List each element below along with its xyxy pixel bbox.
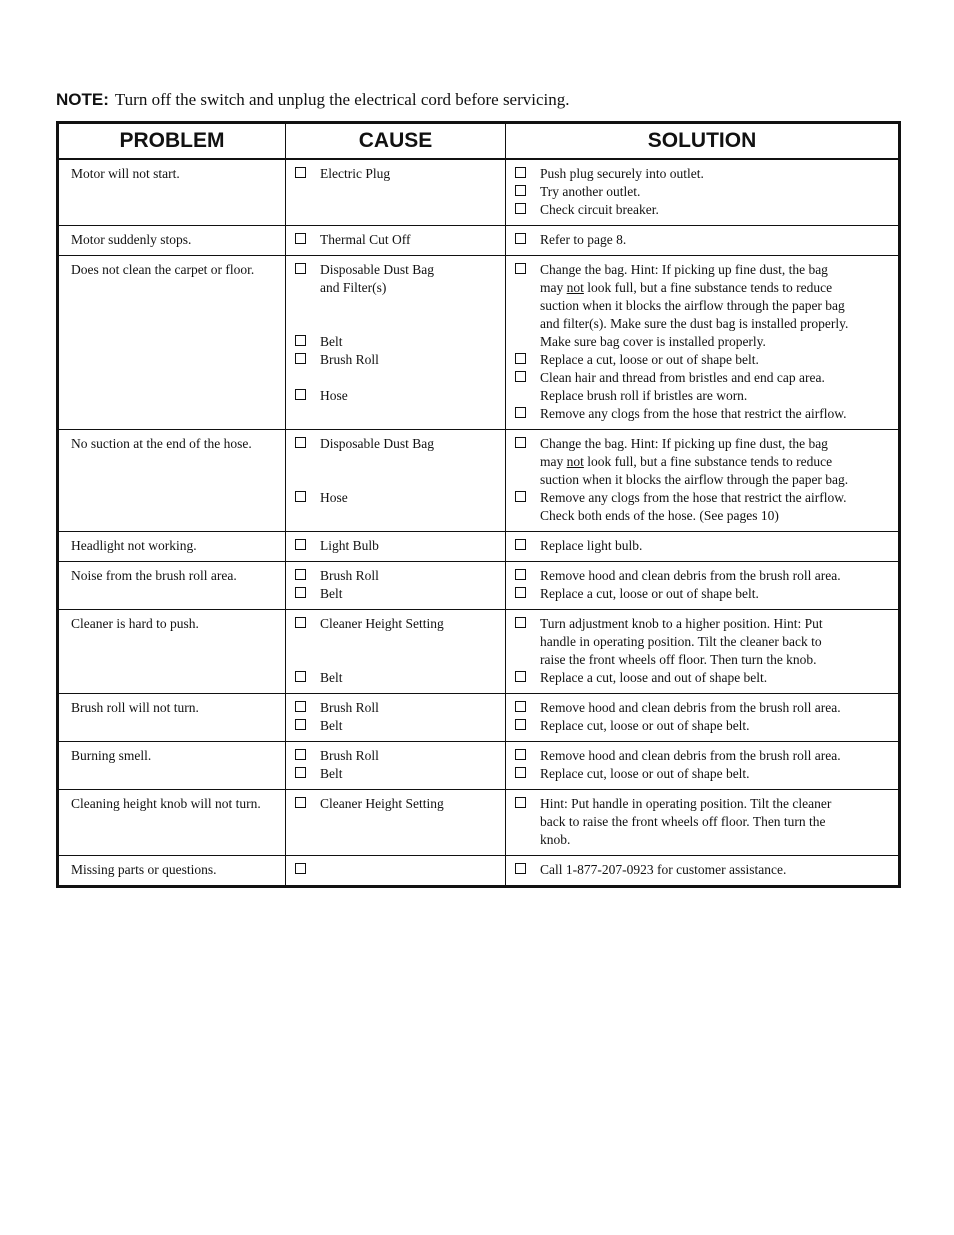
table-header-row [58,123,900,160]
table-row [58,562,900,610]
problem-cell: Cleaner is hard to push. [58,610,286,694]
solution-cell [506,742,900,790]
solution-text: Try another outlet. [540,184,641,199]
problem-cell: No suction at the end of the hose. [58,430,286,532]
solution-cell [506,430,900,532]
problem-cell: Motor suddenly stops. [58,226,286,256]
solution-text: Check circuit breaker. [540,202,659,217]
table-row [58,856,900,887]
solution-text: Replace a cut, loose and out of shape belt. [540,670,768,685]
solution-cell [506,610,900,694]
cause-text: Hose [320,388,348,403]
solution-text: Turn adjustment knob to a higher position. Hint: Put [540,616,823,631]
checkbox[interactable] [295,353,306,364]
cause-text: Brush Roll [320,748,379,763]
cause-text: Cleaner Height Setting [320,616,444,631]
checkbox[interactable] [515,167,526,178]
checkbox[interactable] [515,797,526,808]
checkbox[interactable] [295,863,306,874]
solution-text: back to raise the front wheels off floor. Then turn the [540,814,826,829]
cause-text: Electric Plug [320,166,391,181]
cause-text: Thermal Cut Off [320,232,411,247]
troubleshooting-table [56,121,901,888]
solution-text: Change the bag. Hint: If picking up fine dust, the bag [540,436,828,451]
cause-text: Belt [320,586,343,601]
solution-text: Call 1-877-207-0923 for customer assistance. [540,862,787,877]
checkbox[interactable] [295,167,306,178]
service-note [56,88,896,112]
solution-text: raise the front wheels off floor. Then turn the knob. [540,652,817,667]
checkbox[interactable] [515,371,526,382]
solution-cell [506,790,900,856]
checkbox[interactable] [295,389,306,400]
cause-text: Belt [320,670,343,685]
problem-cell: Cleaning height knob will not turn. [58,790,286,856]
solution-text: Remove hood and clean debris from the brush roll area. [540,748,841,763]
solution-cell [506,532,900,562]
checkbox[interactable] [295,587,306,598]
cause-cell [286,256,506,430]
checkbox[interactable] [295,767,306,778]
checkbox[interactable] [515,587,526,598]
cause-text: Belt [320,766,343,781]
cause-text: Disposable Dust Bag [320,262,434,277]
solution-text: Remove hood and clean debris from the brush roll area. [540,700,841,715]
solution-text: Change the bag. Hint: If picking up fine dust, the bag [540,262,828,277]
checkbox[interactable] [295,617,306,628]
checkbox[interactable] [295,263,306,274]
table-row [58,430,900,532]
checkbox[interactable] [515,407,526,418]
note-label: NOTE: [56,90,109,109]
table-row [58,790,900,856]
cause-cell [286,790,506,856]
solution-text: may not look full, but a fine substance tends to reduce [540,454,833,469]
cause-cell [286,694,506,742]
solution-cell [506,694,900,742]
checkbox[interactable] [295,491,306,502]
cause-cell [286,856,506,887]
solution-text: Replace brush roll if bristles are worn. [540,388,748,403]
solution-text: Push plug securely into outlet. [540,166,704,181]
cause-cell [286,159,506,226]
checkbox[interactable] [515,353,526,364]
table-row [58,610,900,694]
cause-text: Belt [320,718,343,733]
checkbox[interactable] [295,701,306,712]
problem-cell: Missing parts or questions. [58,856,286,887]
table-row [58,159,900,226]
checkbox[interactable] [515,671,526,682]
checkbox[interactable] [515,719,526,730]
checkbox[interactable] [515,233,526,244]
solution-cell [506,562,900,610]
checkbox[interactable] [515,569,526,580]
solution-text: and filter(s). Make sure the dust bag is installed properly. [540,316,849,331]
checkbox[interactable] [515,263,526,274]
problem-header: PROBLEM [58,123,286,160]
problem-cell: Burning smell. [58,742,286,790]
checkbox[interactable] [295,797,306,808]
solution-text: may not look full, but a fine substance tends to reduce [540,280,833,295]
checkbox[interactable] [515,437,526,448]
checkbox[interactable] [295,749,306,760]
solution-text: suction when it blocks the airflow through the paper bag. [540,472,849,487]
cause-text: Belt [320,334,343,349]
solution-text: Replace cut, loose or out of shape belt. [540,718,750,733]
solution-text: Replace light bulb. [540,538,643,553]
table-row [58,256,900,430]
checkbox[interactable] [515,701,526,712]
solution-cell [506,856,900,887]
problem-cell: Motor will not start. [58,159,286,226]
solution-cell [506,256,900,430]
table-row [58,694,900,742]
cause-text: Brush Roll [320,700,379,715]
problem-cell: Noise from the brush roll area. [58,562,286,610]
cause-cell [286,562,506,610]
checkbox[interactable] [295,719,306,730]
solution-text: Remove any clogs from the hose that restrict the airflow. [540,406,847,421]
emphasis-not: not [566,454,584,469]
solution-text: Hint: Put handle in operating position. Tilt the cleaner [540,796,832,811]
cause-text: Hose [320,490,348,505]
emphasis-not: not [566,280,584,295]
cause-text: Light Bulb [320,538,379,553]
table-row [58,532,900,562]
cause-cell [286,226,506,256]
checkbox[interactable] [515,863,526,874]
cause-cell [286,742,506,790]
cause-text: Cleaner Height Setting [320,796,444,811]
solution-text: Remove hood and clean debris from the brush roll area. [540,568,841,583]
checkbox[interactable] [515,185,526,196]
solution-text: Replace cut, loose or out of shape belt. [540,766,750,781]
solution-header: SOLUTION [506,123,900,160]
table-row [58,742,900,790]
note-text: Turn off the switch and unplug the electrical cord before servicing. [114,90,570,109]
problem-cell: Headlight not working. [58,532,286,562]
solution-text: Refer to page 8. [540,232,627,247]
checkbox[interactable] [515,749,526,760]
solution-cell [506,226,900,256]
solution-text: handle in operating position. Tilt the cleaner back to [540,634,822,649]
problem-cell: Does not clean the carpet or floor. [58,256,286,430]
cause-text: Disposable Dust Bag [320,436,434,451]
cause-cell [286,610,506,694]
checkbox[interactable] [515,491,526,502]
checkbox[interactable] [295,539,306,550]
cause-text: Brush Roll [320,352,379,367]
cause-text: and Filter(s) [320,280,387,295]
checkbox[interactable] [515,617,526,628]
checkbox[interactable] [295,233,306,244]
checkbox[interactable] [295,437,306,448]
cause-text: Brush Roll [320,568,379,583]
solution-text: Check both ends of the hose. (See pages 10) [540,508,779,523]
checkbox[interactable] [295,335,306,346]
checkbox[interactable] [295,671,306,682]
cause-header: CAUSE [286,123,506,160]
checkbox[interactable] [515,539,526,550]
table-row [58,226,900,256]
problem-cell: Brush roll will not turn. [58,694,286,742]
checkbox[interactable] [515,767,526,778]
solution-text: knob. [540,832,571,847]
solution-text: Clean hair and thread from bristles and end cap area. [540,370,825,385]
solution-text: Replace a cut, loose or out of shape belt. [540,352,759,367]
solution-text: suction when it blocks the airflow through the paper bag [540,298,845,313]
cause-cell [286,430,506,532]
checkbox[interactable] [515,203,526,214]
cause-cell [286,532,506,562]
solution-cell [506,159,900,226]
solution-text: Replace a cut, loose or out of shape belt. [540,586,759,601]
checkbox[interactable] [295,569,306,580]
solution-text: Remove any clogs from the hose that restrict the airflow. [540,490,847,505]
solution-text: Make sure bag cover is installed properly. [540,334,766,349]
